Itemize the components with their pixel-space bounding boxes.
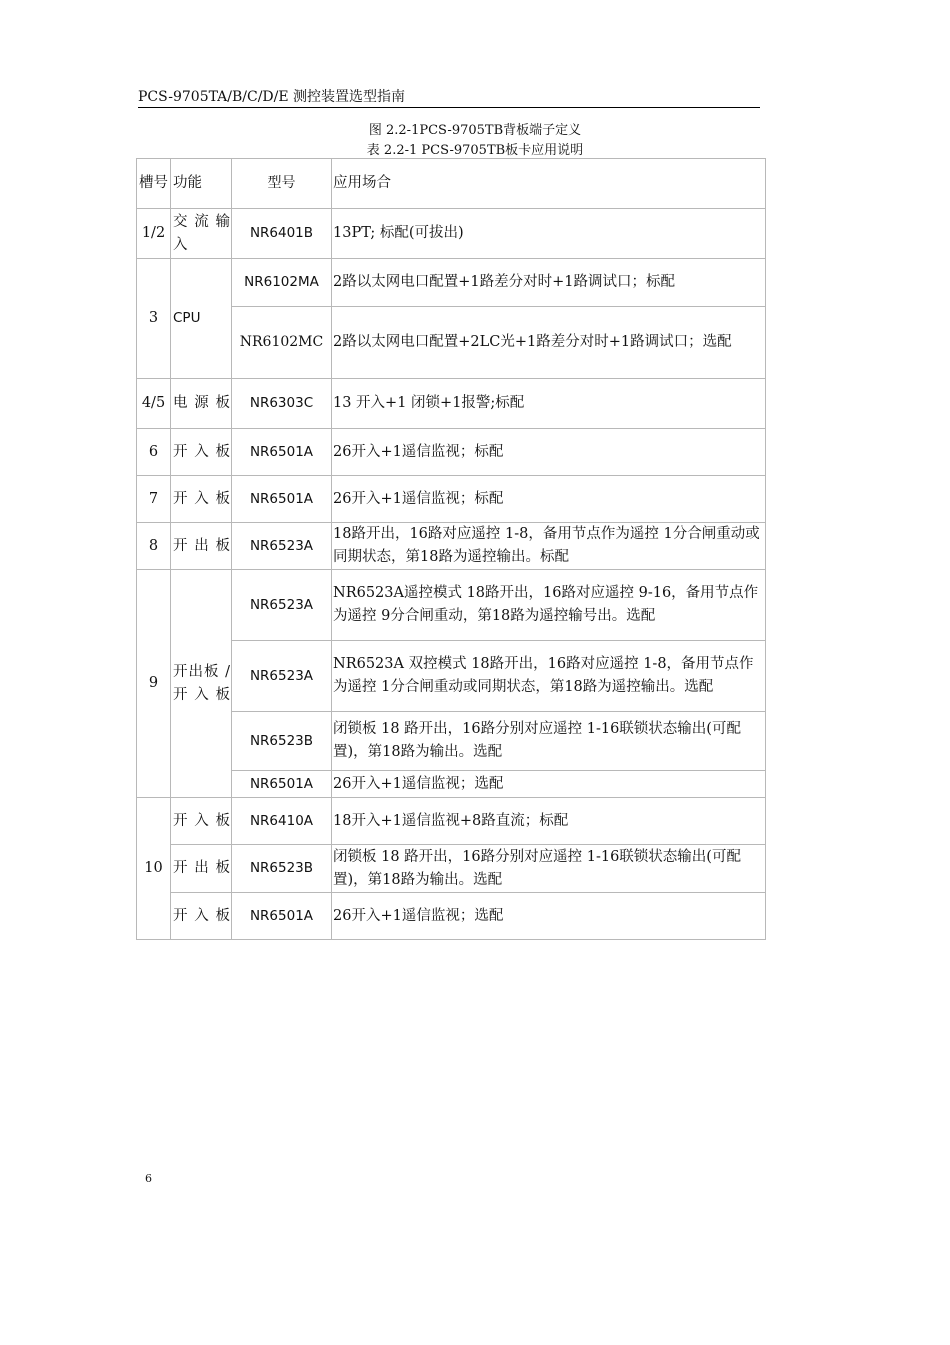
application-cell: 13PT; 标配(可拔出) <box>332 209 766 259</box>
table-row <box>137 307 766 379</box>
function-cell: 开出板 /开入板 <box>171 570 232 798</box>
table-row <box>137 523 766 570</box>
application-cell: 13 开入+1 闭锁+1报警;标配 <box>332 379 766 429</box>
function-cell: 开入板 <box>171 429 232 476</box>
model-cell: NR6501A <box>232 429 332 476</box>
slot-cell: 7 <box>137 476 171 523</box>
function-cell: 开出板 <box>171 845 232 893</box>
slot-cell: 8 <box>137 523 171 570</box>
table-row <box>137 429 766 476</box>
model-cell: NR6523B <box>232 845 332 893</box>
function-cell: 开出板 <box>171 523 232 570</box>
function-cell: 开入板 <box>171 476 232 523</box>
model-cell: NR6102MC <box>232 307 332 379</box>
page-number: 6 <box>145 1172 152 1185</box>
application-cell: 18开入+1遥信监视+8路直流；标配 <box>332 798 766 845</box>
model-cell: NR6501A <box>232 476 332 523</box>
application-cell: 2路以太网电口配置+1路差分对时+1路调试口；标配 <box>332 259 766 307</box>
table-row <box>137 570 766 641</box>
table-row <box>137 845 766 893</box>
table-row <box>137 712 766 771</box>
model-cell: NR6501A <box>232 893 332 940</box>
table-row <box>137 641 766 712</box>
table-row <box>137 259 766 307</box>
header-function: 功能 <box>171 159 232 209</box>
function-cell: CPU <box>171 259 232 379</box>
application-cell: 闭锁板 18 路开出，16路分别对应遥控 1-16联锁状态输出(可配置)，第18路为输出。选配 <box>332 845 766 893</box>
header-model: 型号 <box>232 159 332 209</box>
slot-cell: 10 <box>137 798 171 940</box>
board-application-table <box>136 158 766 940</box>
model-cell: NR6501A <box>232 771 332 798</box>
application-cell: 闭锁板 18 路开出，16路分别对应遥控 1-16联锁状态输出(可配置)，第18路为输出。选配 <box>332 712 766 771</box>
model-cell: NR6410A <box>232 798 332 845</box>
application-cell: 26开入+1遥信监视；标配 <box>332 429 766 476</box>
table-row <box>137 476 766 523</box>
application-cell: 2路以太网电口配置+2LC光+1路差分对时+1路调试口；选配 <box>332 307 766 379</box>
figure-caption: 图 2.2-1PCS-9705TB背板端子定义 <box>368 123 582 138</box>
application-cell: 26开入+1遥信监视；选配 <box>332 771 766 798</box>
application-cell: 18路开出，16路对应遥控 1-8，备用节点作为遥控 1分合闸重动或同期状态，第18路为遥控输出。标配 <box>332 523 766 570</box>
header-application: 应用场合 <box>332 159 766 209</box>
application-cell: NR6523A 双控模式 18路开出，16路对应遥控 1-8，备用节点作为遥控 1分合闸重动或同期状态，第18路为遥控输出。选配 <box>332 641 766 712</box>
slot-cell: 4/5 <box>137 379 171 429</box>
table-header-row <box>137 159 766 209</box>
header-slot: 槽号 <box>137 159 171 209</box>
application-cell: 26开入+1遥信监视；标配 <box>332 476 766 523</box>
model-cell: NR6523B <box>232 712 332 771</box>
page-header: PCS-9705TA/B/C/D/E 测控装置选型指南 <box>138 89 760 108</box>
function-cell: 开入板 <box>171 798 232 845</box>
table-row <box>137 798 766 845</box>
table-row <box>137 771 766 798</box>
table-caption: 表 2.2-1 PCS-9705TB板卡应用说明 <box>366 143 584 158</box>
table-row <box>137 379 766 429</box>
slot-cell: 1/2 <box>137 209 171 259</box>
model-cell: NR6303C <box>232 379 332 429</box>
model-cell: NR6401B <box>232 209 332 259</box>
model-cell: NR6523A <box>232 570 332 641</box>
application-cell: NR6523A遥控模式 18路开出，16路对应遥控 9-16，备用节点作为遥控 9分合闸重动，第18路为遥控输号出。选配 <box>332 570 766 641</box>
application-cell: 26开入+1遥信监视；选配 <box>332 893 766 940</box>
function-cell: 交流输入 <box>171 209 232 259</box>
function-cell: 电源板 <box>171 379 232 429</box>
slot-cell: 6 <box>137 429 171 476</box>
table-row <box>137 893 766 940</box>
model-cell: NR6523A <box>232 523 332 570</box>
model-cell: NR6102MA <box>232 259 332 307</box>
model-cell: NR6523A <box>232 641 332 712</box>
table-row <box>137 209 766 259</box>
slot-cell: 3 <box>137 259 171 379</box>
function-cell: 开入板 <box>171 893 232 940</box>
slot-cell: 9 <box>137 570 171 798</box>
